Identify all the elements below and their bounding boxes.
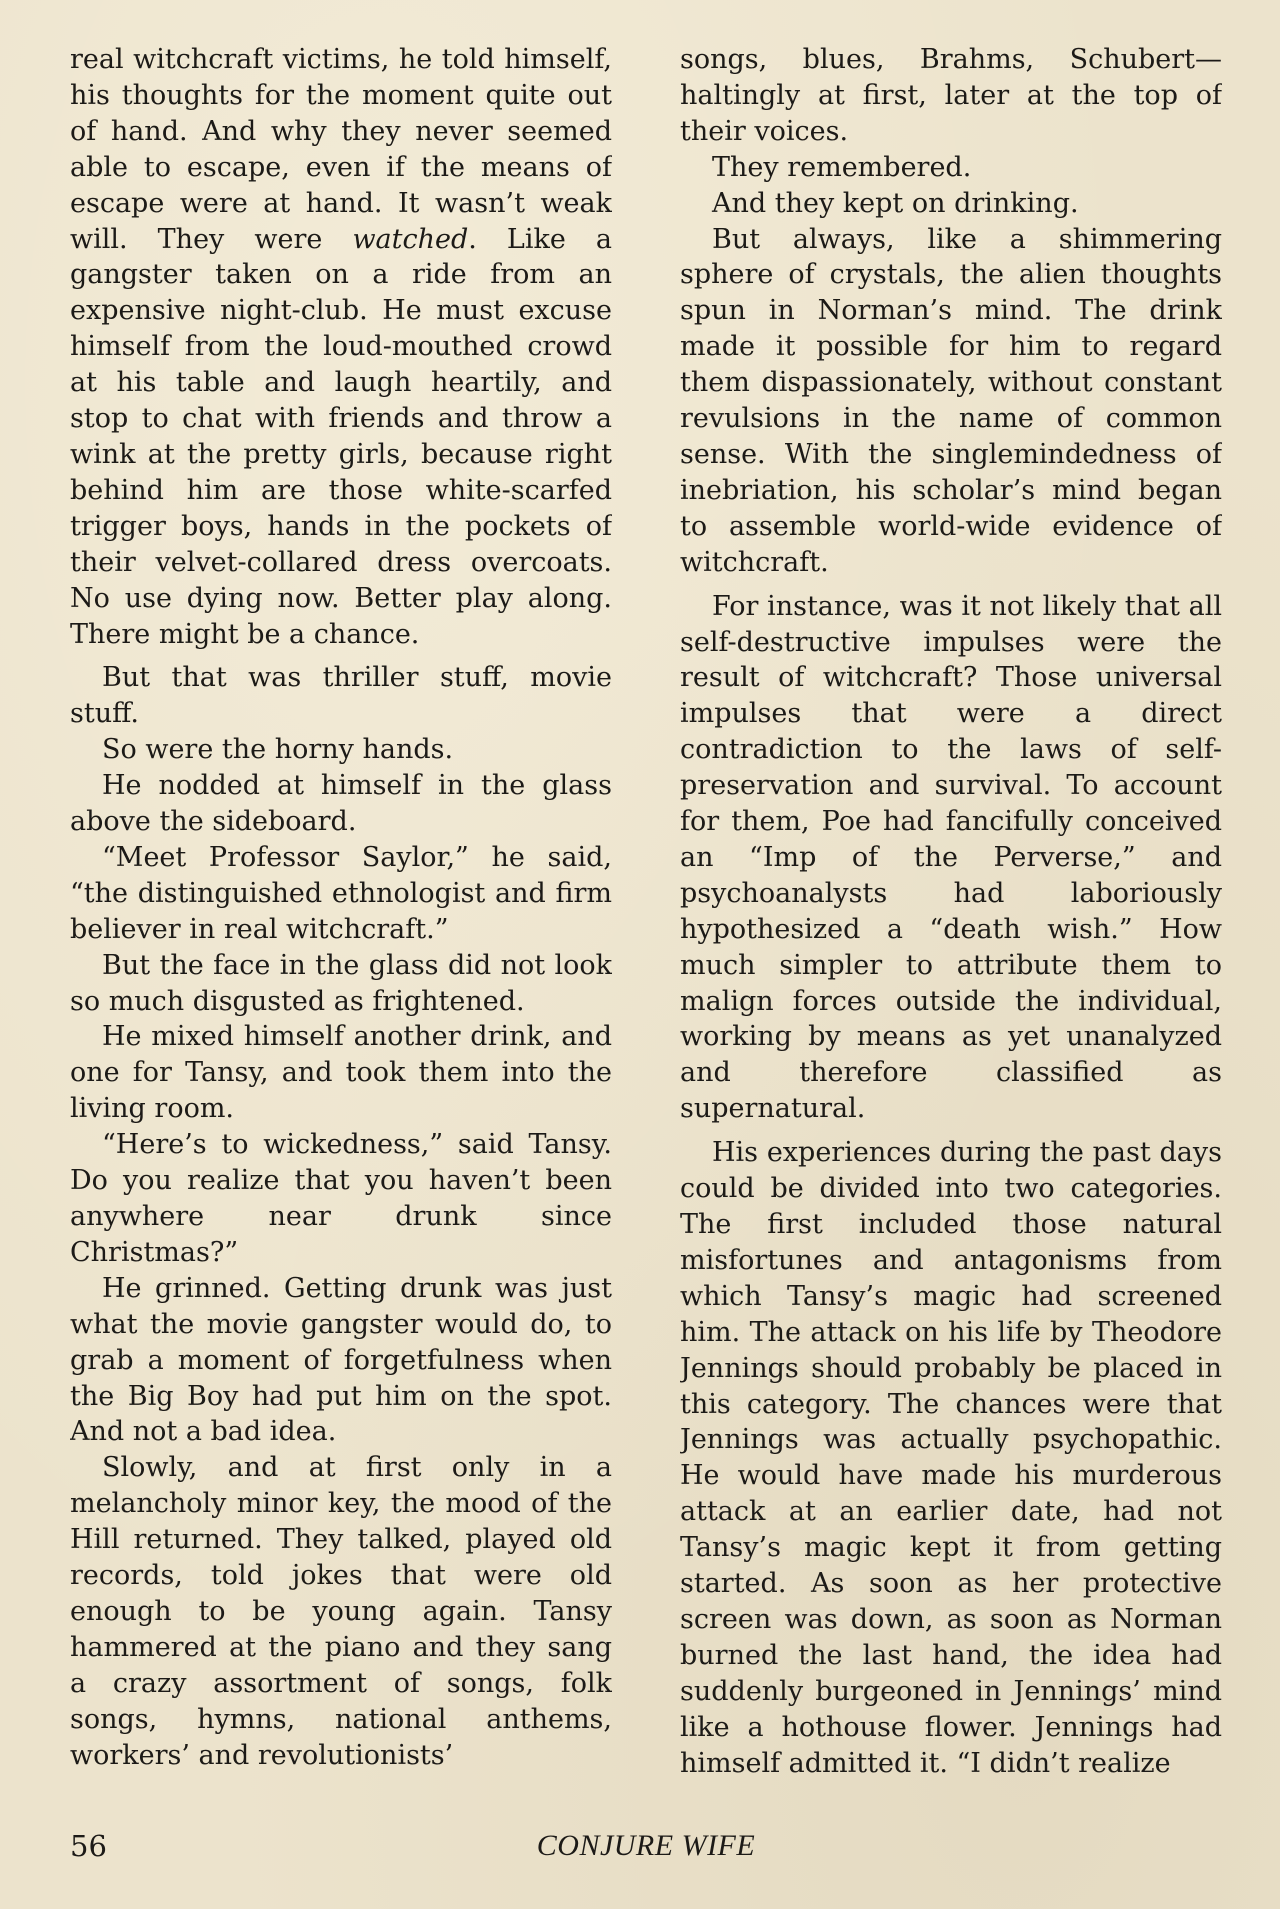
paragraph: “Here’s to wickedness,” said Tansy. Do you realize that you haven’t been anywhere near drunk since Christmas?” (70, 1129, 612, 1268)
paragraph: His experiences during the past days could be divided into two categories. The first included those natural misfortunes and antagonisms from which Tansy’s magic had screened him. The attack on his life by Theodore Jennings should probably be placed in this category. The chances were that Jennings was actually psychopathic. He would have made his murderous attack at an earlier date, had not Tansy’s magic kept it from getting started. As soon as her protective screen was down, as soon as Norman burned the last hand, the idea had suddenly burgeoned in Jennings’ mind like a hothouse flower. Jennings had himself admitted it. “I didn’t realize (680, 1137, 1222, 1779)
paragraph: Slowly, and at first only in a melancholy minor key, the mood of the Hill returned. They talked, played old records, told jokes that were old enough to be young again. Tansy hammered at the piano and they sang a crazy assortment of songs, folk songs, hymns, national anthems, workers’ and revolutionists’ (70, 1452, 612, 1771)
paragraph: “Meet Professor Saylor,” he said, “the distinguished ethnologist and firm believer in real witchcraft.” (70, 841, 612, 945)
paragraph: But always, like a shimmering sphere of crystals, the alien thoughts spun in Norman’s mind. The drink made it possible for him to regard them dispassionately, without constant revulsions in the name of common sense. With the singlemindedness of inebriation, his scholar’s mind began to assemble world-wide evidence of witchcraft. (680, 223, 1222, 578)
paragraph: They remembered. (712, 151, 972, 183)
text-columns (70, 42, 1222, 1782)
paragraph: But that was thriller stuff, movie stuff. (70, 662, 612, 730)
running-title: CONJURE WIFE (536, 1829, 756, 1862)
paragraph: And they kept on drinking. (712, 187, 1079, 219)
paragraph: So were the horny hands. (102, 734, 454, 766)
paragraph: songs, blues, Brahms, Schubert—haltingly at first, later at the top of their voices. (680, 44, 1222, 147)
page-footer (70, 1826, 1222, 1872)
paragraph: For instance, was it not likely that all self-destructive impulses were the result of witchcraft? Those universal impulses that were a direct contradiction to the laws of self-preservation and survival. To account for them, Poe had fancifully conceived an “Imp of the Perverse,” and psychoanalysts had laboriously hypothesized a “death wish.” How much simpler to attribute them to malign forces outside the individual, working by means as yet unanalyzed and therefore classified as supernatural. (680, 590, 1222, 1125)
right-column (680, 42, 1222, 1782)
paragraph: But the face in the glass did not look so much disgusted as frightened. (70, 949, 612, 1017)
left-column (70, 42, 612, 1782)
paragraph: He nodded at himself in the glass above the sideboard. (70, 770, 612, 838)
paragraph: real witchcraft victims, he told himself, his thoughts for the moment quite out of hand. And why they never seemed able to escape, even if the means of escape were at hand. It wasn’t weak will. They were watched. Like a gangster taken on a ride from an expensive night-club. He must excuse himself from the loud-mouthed crowd at his table and laugh heartily, and stop to chat with friends and throw a wink at the pretty girls, because right behind him are those white-scarfed trigger boys, hands in the pockets of their velvet-collared dress overcoats. No use dying now. Better play along. There might be a chance. (70, 44, 612, 650)
paragraph: He mixed himself another drink, and one for Tansy, and took them into the living room. (70, 1021, 612, 1125)
paragraph: He grinned. Getting drunk was just what the movie gangster would do, to grab a moment of forgetfulness when the Big Boy had put him on the spot. And not a bad idea. (70, 1272, 612, 1448)
page-number: 56 (70, 1829, 107, 1863)
